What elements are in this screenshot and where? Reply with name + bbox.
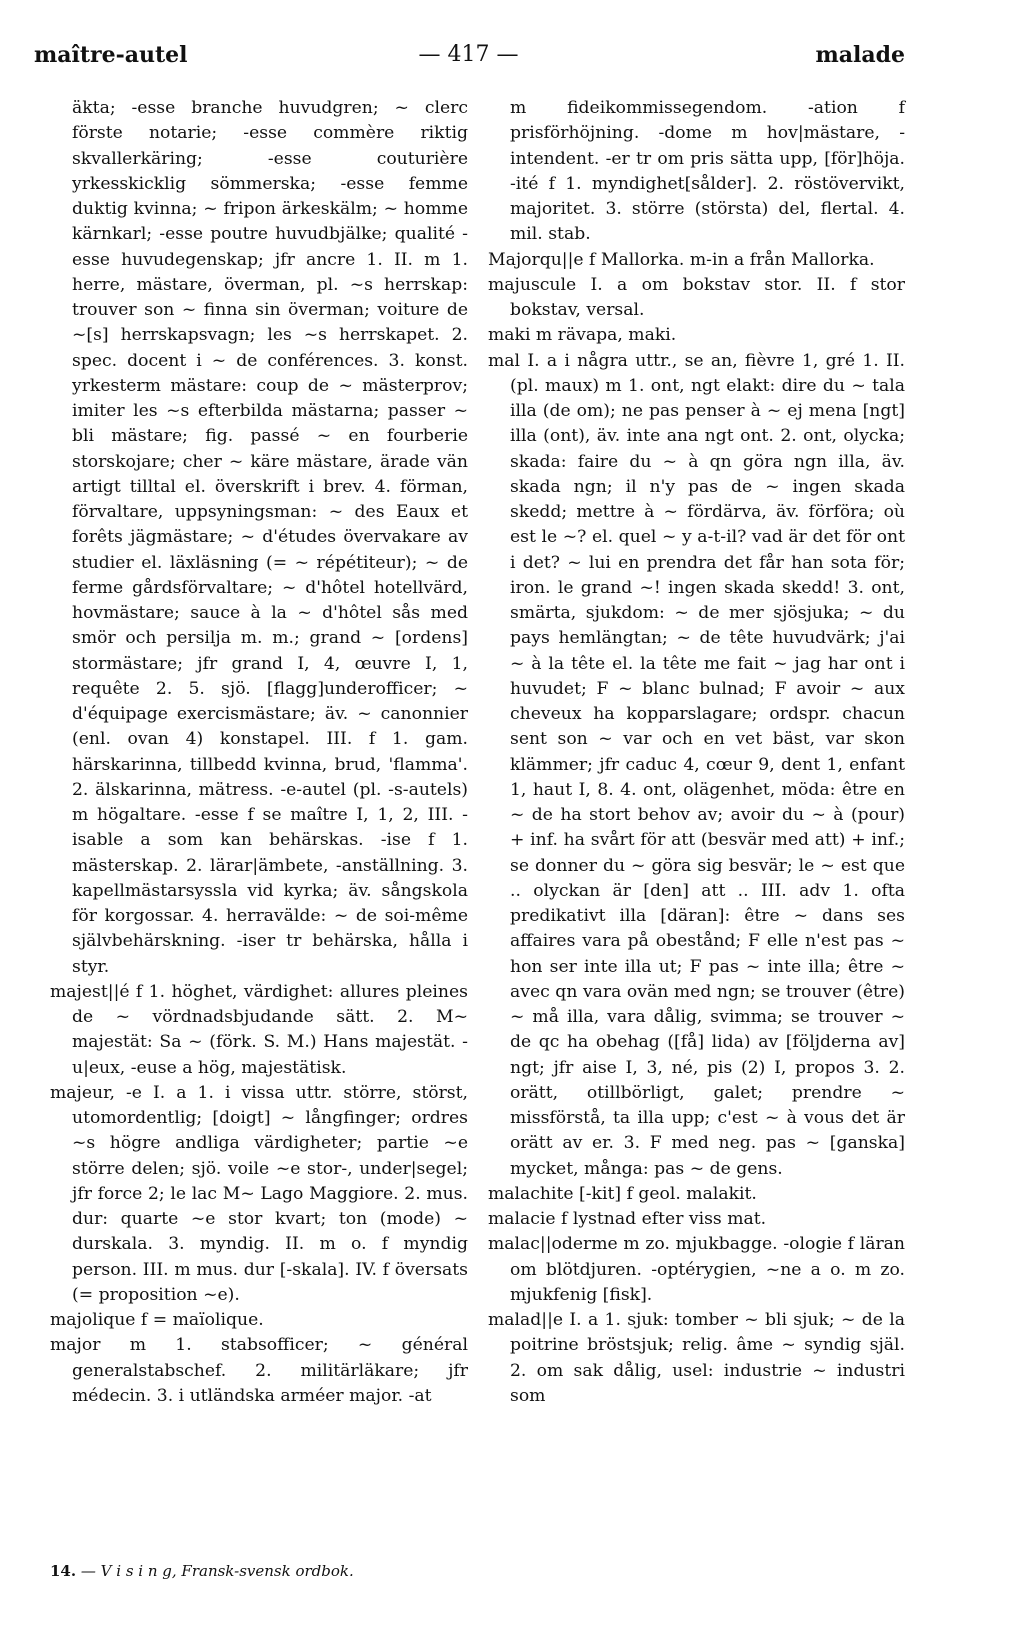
entry-malade: malad||e I. a 1. sjuk: tomber ~ bli sjuk; ~ de la poitrine bröstsjuk; relig. âme ~ syndig själ. 2. om sak dålig, usel: industrie ~ industri som bbox=[488, 1310, 905, 1406]
entry-majorque: Majorqu||e f Mallorka. m-in a från Mallorka. bbox=[488, 249, 875, 270]
entry-majuscule: majuscule I. a om bokstav stor. II. f stor bokstav, versal. bbox=[488, 274, 905, 320]
signature-number: 14. bbox=[50, 1562, 77, 1580]
page-header bbox=[32, 42, 905, 82]
entry-majeur: majeur, -e I. a 1. i vissa uttr. större, störst, utomordentlig; [doigt] ~ långfinger; ordres ~s högre andliga värdigheter; partie ~e större delen; sjö. voile ~e stor-, under|segel; jfr force 2; le lac M~ Lago Maggiore. 2. mus. dur: quarte ~e stor kvart; ton (mode) ~ durskala. 3. myndig. II. m o. f myndig person. III. m mus. dur [-skala]. IV. f översats (= proposition ~e). bbox=[50, 1082, 468, 1305]
left-column bbox=[50, 96, 468, 1409]
page-number: — 417 — bbox=[418, 42, 519, 67]
footer-source: — V i s i n g, Fransk-svensk ordbok. bbox=[80, 1562, 354, 1580]
header-first-word: maître-autel bbox=[34, 42, 188, 68]
entry-majeste: majest||é f 1. höghet, värdighet: allures pleines de ~ vördnadsbjudande sätt. 2. M~ majestät: Sa ~ (förk. S. M.) Hans majestät. -u|eux, -euse a hög, majestätisk. bbox=[50, 981, 468, 1078]
entry-majorat-continued: m fideikommissegendom. -ation f prisförhöjning. -dome m hov|mästare, -intendent. -er tr om pris sätta upp, [för]höja. -ité f 1. myndighet[sålder]. 2. röstövervikt, majoritet. 3. större (största) del, flertal. 4. mil. stab. bbox=[510, 98, 905, 245]
entry-malacie: malacie f lystnad efter viss mat. bbox=[488, 1209, 767, 1229]
entry-malachite: malachite [-kit] f geol. malakit. bbox=[488, 1183, 757, 1204]
entry-major: major m 1. stabsofficer; ~ général generalstabschef. 2. militärläkare; jfr médecin. 3. i utländska arméer major. -at bbox=[50, 1335, 468, 1406]
entry-maki: maki m rävapa, maki. bbox=[488, 325, 677, 346]
entry-majolique: majolique f = maïolique. bbox=[50, 1310, 264, 1330]
page-footer bbox=[50, 1562, 354, 1580]
entry-maitre-continued: äkta; -esse branche huvudgren; ~ clerc förste notarie; -esse commère riktig skvallerkäring; -esse couturière yrkesskicklig sömmerska; -esse femme duktig kvinna; ~ fripon ärkeskälm; ~ homme kärnkarl; -esse poutre huvudbjälke; qualité -esse huvudegenskap; jfr ancre 1. II. m 1. herre, mästare, överman, pl. ~s herrskap: trouver son ~ finna sin överman; voiture de ~[s] herrskapsvagn; les ~s herrskapet. 2. spec. docent i ~ de conférences. 3. konst. yrkesterm mästare: coup de ~ mästerprov; imiter les ~s efterbilda mästarna; passer ~ bli mästare; fig. passé ~ en fourberie storskojare; cher ~ käre mästare, ärade vän artigt tilltal el. överskrift i brev. 4. förman, förvaltare, uppsyningsman: ~ des Eaux et forêts jägmästare; ~ d'études övervakare av studier el. läxläsning (= ~ répétiteur); ~ de ferme gårdsförvaltare; ~ d'hôtel hotellvärd, hovmästare; sauce à la ~ d'hôtel sås med smör och persilja m. m.; grand ~ [ordens] stormästare; jfr grand I, 4, œuvre I, 1, requête 2. 5. sjö. [flagg]underofficer; ~ d'équipage exercismästare; äv. ~ canonnier (enl. ovan 4) konstapel. III. f 1. gam. härskarinna, tillbedd kvinna, brud, 'flamma'. 2. älskarinna, mätress. -e-autel (pl. -s-autels) m högaltare. -esse f se maître I, 1, 2, III. -isable a som kan behärskas. -ise f 1. mästerskap. 2. lärar|ämbete, -anställning. 3. kapellmästarsyssla vid kyrka; äv. sångskola för korgossar. 4. herravälde: ~ de soi-même självbehärskning. -iser tr behärska, hålla i styr. bbox=[72, 98, 468, 977]
entry-malacoderme: malac||oderme m zo. mjukbagge. -ologie f läran om blötdjuren. -optérygien, ~ne a o. m zo. mjukfenig [fisk]. bbox=[488, 1234, 905, 1305]
right-column bbox=[488, 96, 905, 1409]
header-last-word: malade bbox=[815, 42, 905, 68]
entry-mal: mal I. a i några uttr., se an, fièvre 1, gré 1. II. (pl. maux) m 1. ont, ngt elakt: dire du ~ tala illa (de om); ne pas penser à ~ ej mena [ngt] illa (ont), äv. inte ana ngt ont. 2. ont, olycka; skada: faire du ~ à qn göra ngn illa, äv. skada ngn; il n'y pas de ~ ingen skada skedd; mettre à ~ fördärva, äv. förföra; où est le ~? el. quel ~ y a-t-il? vad är det för ont i det? ~ lui en prendra det får han sota för; iron. le grand ~! ingen skada skedd! 3. ont, smärta, sjukdom: ~ de mer sjösjuka; ~ du pays hemlängtan; ~ de tête huvudvärk; j'ai ~ à la tête el. la tête me fait ~ jag har ont i huvudet; F ~ blanc bulnad; F avoir ~ aux cheveux ha kopparslagare; ordspr. chacun sent son ~ var och en vet bäst, var skon klämmer; jfr caduc 4, cœur 9, dent 1, enfant 1, haut I, 8. 4. ont, olägenhet, möda: être en ~ de ha stort behov av; avoir du ~ à (pour) + inf. ha svårt för att (besvär med att) + inf.; se donner du ~ göra sig besvär; le ~ est que .. olyckan är [den] att .. III. adv 1. ofta predikativt illa [däran]: être ~ dans ses affaires vara på obestånd; F elle n'est pas ~ hon ser inte illa ut; F pas ~ inte illa; être ~ avec qn vara ovän med ngn; se trouver (être) ~ må illa, vara dålig, svimma; se trouver ~ de qc ha obehag ([få] lida) av [följderna av] ngt; jfr aise I, 3, né, pis (2) I, propos 3. 2. orätt, otillbörligt, galet; prendre ~ missförstå, ta illa upp; c'est ~ à vous det är orätt av er. 3. F med neg. pas ~ [ganska] mycket, många: pas ~ de gens. bbox=[488, 350, 905, 1179]
